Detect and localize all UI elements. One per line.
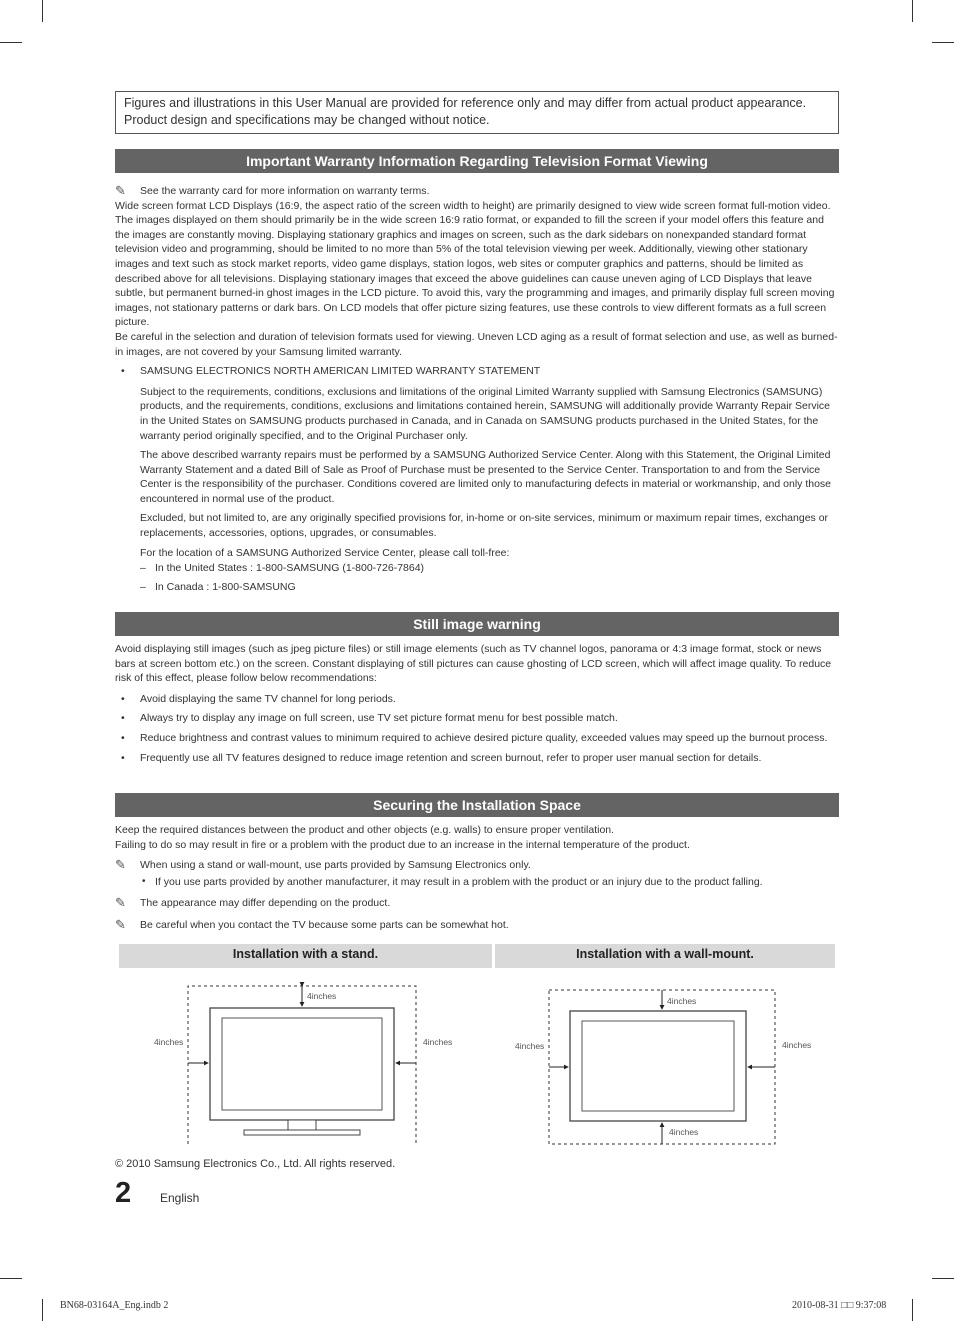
page-number: 2 — [115, 1177, 132, 1209]
crop-mark — [0, 1278, 22, 1279]
disclaimer-line: Figures and illustrations in this User Manual are provided for reference only and may differ from actual product appearance. — [124, 96, 807, 110]
dash-item: – In the United States : 1-800-SAMSUNG (1-800-726-7864) — [115, 561, 839, 576]
dimension-label: 4inches — [669, 1127, 699, 1137]
bullet-item: • SAMSUNG ELECTRONICS NORTH AMERICAN LIMITED WARRANTY STATEMENT — [115, 364, 839, 379]
section-header-installation: Securing the Installation Space — [115, 793, 839, 817]
paragraph: Excluded, but not limited to, are any originally specified provisions for, in-home or on-site services, minimum or maximum repair times, exchanges or replacements, accessories, options, upgrades, or consumables. — [140, 512, 829, 540]
crop-mark — [932, 42, 954, 43]
crop-mark — [912, 0, 913, 22]
paragraph: Subject to the requirements, conditions, exclusions and limitations of the original Limited Warranty supplied with Samsung Electronics (SAMSUNG) products, and the requirements, conditions, exclusions and limitations contained herein, SAMSUNG will additionally provide Warranty Repair Service in the United States on SAMSUNG products purchased in Canada, and in Canada on SAMSUNG products purchased in the United States, for the warranty period originally specified, and to the Original Purchaser only. — [140, 385, 831, 442]
column-header-stand: Installation with a stand. — [119, 944, 492, 968]
crop-mark — [0, 42, 22, 43]
file-slug: BN68-03164A_Eng.indb 2 — [60, 1300, 169, 1311]
section-header-warranty: Important Warranty Information Regarding Television Format Viewing — [115, 149, 839, 173]
disclaimer-line: Product design and specifications may be changed without notice. — [124, 113, 490, 127]
bullet-item: • Reduce brightness and contrast values to minimum required to achieve desired picture quality, exceeded values may speed up the burnout process. — [115, 731, 839, 746]
dimension-label: 4inches — [154, 1037, 184, 1047]
pencil-note-icon: ✎ — [115, 916, 126, 932]
pencil-note-icon: ✎ — [115, 895, 126, 911]
wall-mount-installation-diagram — [520, 985, 800, 1150]
bullet-item: • Frequently use all TV features designed to reduce image retention and screen burnout, refer to proper user manual section for details. — [115, 751, 839, 766]
pencil-note-icon: ✎ — [115, 857, 126, 873]
dimension-label: 4inches — [667, 996, 697, 1006]
note: ✎ See the warranty card for more information on warranty terms. — [115, 183, 430, 198]
installation-section — [115, 823, 839, 933]
language-label: English — [160, 1191, 200, 1205]
paragraph: Avoid displaying still images (such as jpeg picture files) or still image elements (such as TV channel logos, panorama or 4:3 image format, stock or news bars at screen bottom etc.) on the screen. Constant displaying of still pictures can cause ghosting of LCD screen, which will affect image quality. To reduce risk of this effect, please follow below recommendations: — [115, 643, 832, 685]
dimension-label: 4inches — [782, 1040, 812, 1050]
dimension-label: 4inches — [423, 1037, 453, 1047]
bullet-item: • Avoid displaying the same TV channel for long periods. — [115, 692, 839, 707]
paragraph: Wide screen format LCD Displays (16:9, the aspect ratio of the screen width to height) are primarily designed to view wide screen format full-motion video. The images displayed on them should primarily be in the wide screen 16:9 ratio format, or expanded to fill the screen if your model offers this feature and the images are constantly moving. Displaying stationary graphics and images on screen, such as the dark sidebars on nonexpanded standard format television video and programming, should be limited to no more than 5% of the total television viewing per week. Additionally, viewing other stationary images and text such as stock market reports, video game displays, station logos, web sites or computer graphics and patterns, should be limited as described above for all televisions. Displaying stationary images that exceed the above guidelines can cause uneven aging of LCD Displays that leave subtle, but permanent burned-in ghost images in the LCD picture. To avoid this, vary the programming and images, and primarily display full screen moving images, not stationary patterns or dark bars. On LCD models that offer picture sizing features, use these controls to view different formats as a full screen picture. — [115, 199, 835, 329]
paragraph: Be careful in the selection and duration of television formats used for viewing. Uneven LCD aging as a result of format selection and use, as well as burned-in images, are not covered by your Samsung limited warranty. — [115, 330, 838, 358]
crop-mark — [42, 0, 43, 22]
sub-bullet-item: • If you use parts provided by another manufacturer, it may result in a problem with the product or an injury due to the product falling. — [115, 875, 839, 890]
dimension-label: 4inches — [307, 991, 337, 1001]
crop-mark — [932, 1278, 954, 1279]
crop-mark — [912, 1299, 913, 1321]
warranty-section — [115, 184, 839, 594]
bullet-item: • Always try to display any image on full screen, use TV set picture format menu for best possible match. — [115, 711, 839, 726]
dimension-label: 4inches — [515, 1041, 545, 1051]
dash-item: – In Canada : 1-800-SAMSUNG — [115, 580, 839, 595]
section-header-still-image: Still image warning — [115, 612, 839, 636]
paragraph: For the location of a SAMSUNG Authorized Service Center, please call toll-free: — [140, 546, 510, 559]
paragraph: Keep the required distances between the product and other objects (e.g. walls) to ensure proper ventilation. — [115, 824, 615, 836]
paragraph: Failing to do so may result in fire or a problem with the product due to an increase in the internal temperature of the product. — [115, 838, 690, 851]
paragraph: The above described warranty repairs must be performed by a SAMSUNG Authorized Service Center. Along with this Statement, the Original Limited Warranty Statement and a dated Bill of Sale as Proof of Purchase must be presented to the Service Center. Transportation to and from the Service Center is the responsibility of the purchaser. Conditions covered are limited only to manufacturing defects in material or workmanship, and only those encountered in normal use of the product. — [140, 449, 832, 505]
still-image-section — [115, 642, 839, 765]
print-timestamp: 2010-08-31 □□ 9:37:08 — [792, 1300, 887, 1311]
crop-mark — [42, 1299, 43, 1321]
pencil-note-icon: ✎ — [115, 183, 126, 198]
note: ✎ When using a stand or wall-mount, use parts provided by Samsung Electronics only. — [115, 857, 531, 873]
stand-installation-diagram — [150, 980, 453, 1148]
disclaimer-box — [115, 91, 839, 134]
copyright: © 2010 Samsung Electronics Co., Ltd. All rights reserved. — [115, 1158, 396, 1170]
column-header-wall-mount: Installation with a wall-mount. — [495, 944, 835, 968]
note: ✎ The appearance may differ depending on the product. — [115, 895, 391, 911]
note: ✎ Be careful when you contact the TV because some parts can be somewhat hot. — [115, 916, 509, 932]
